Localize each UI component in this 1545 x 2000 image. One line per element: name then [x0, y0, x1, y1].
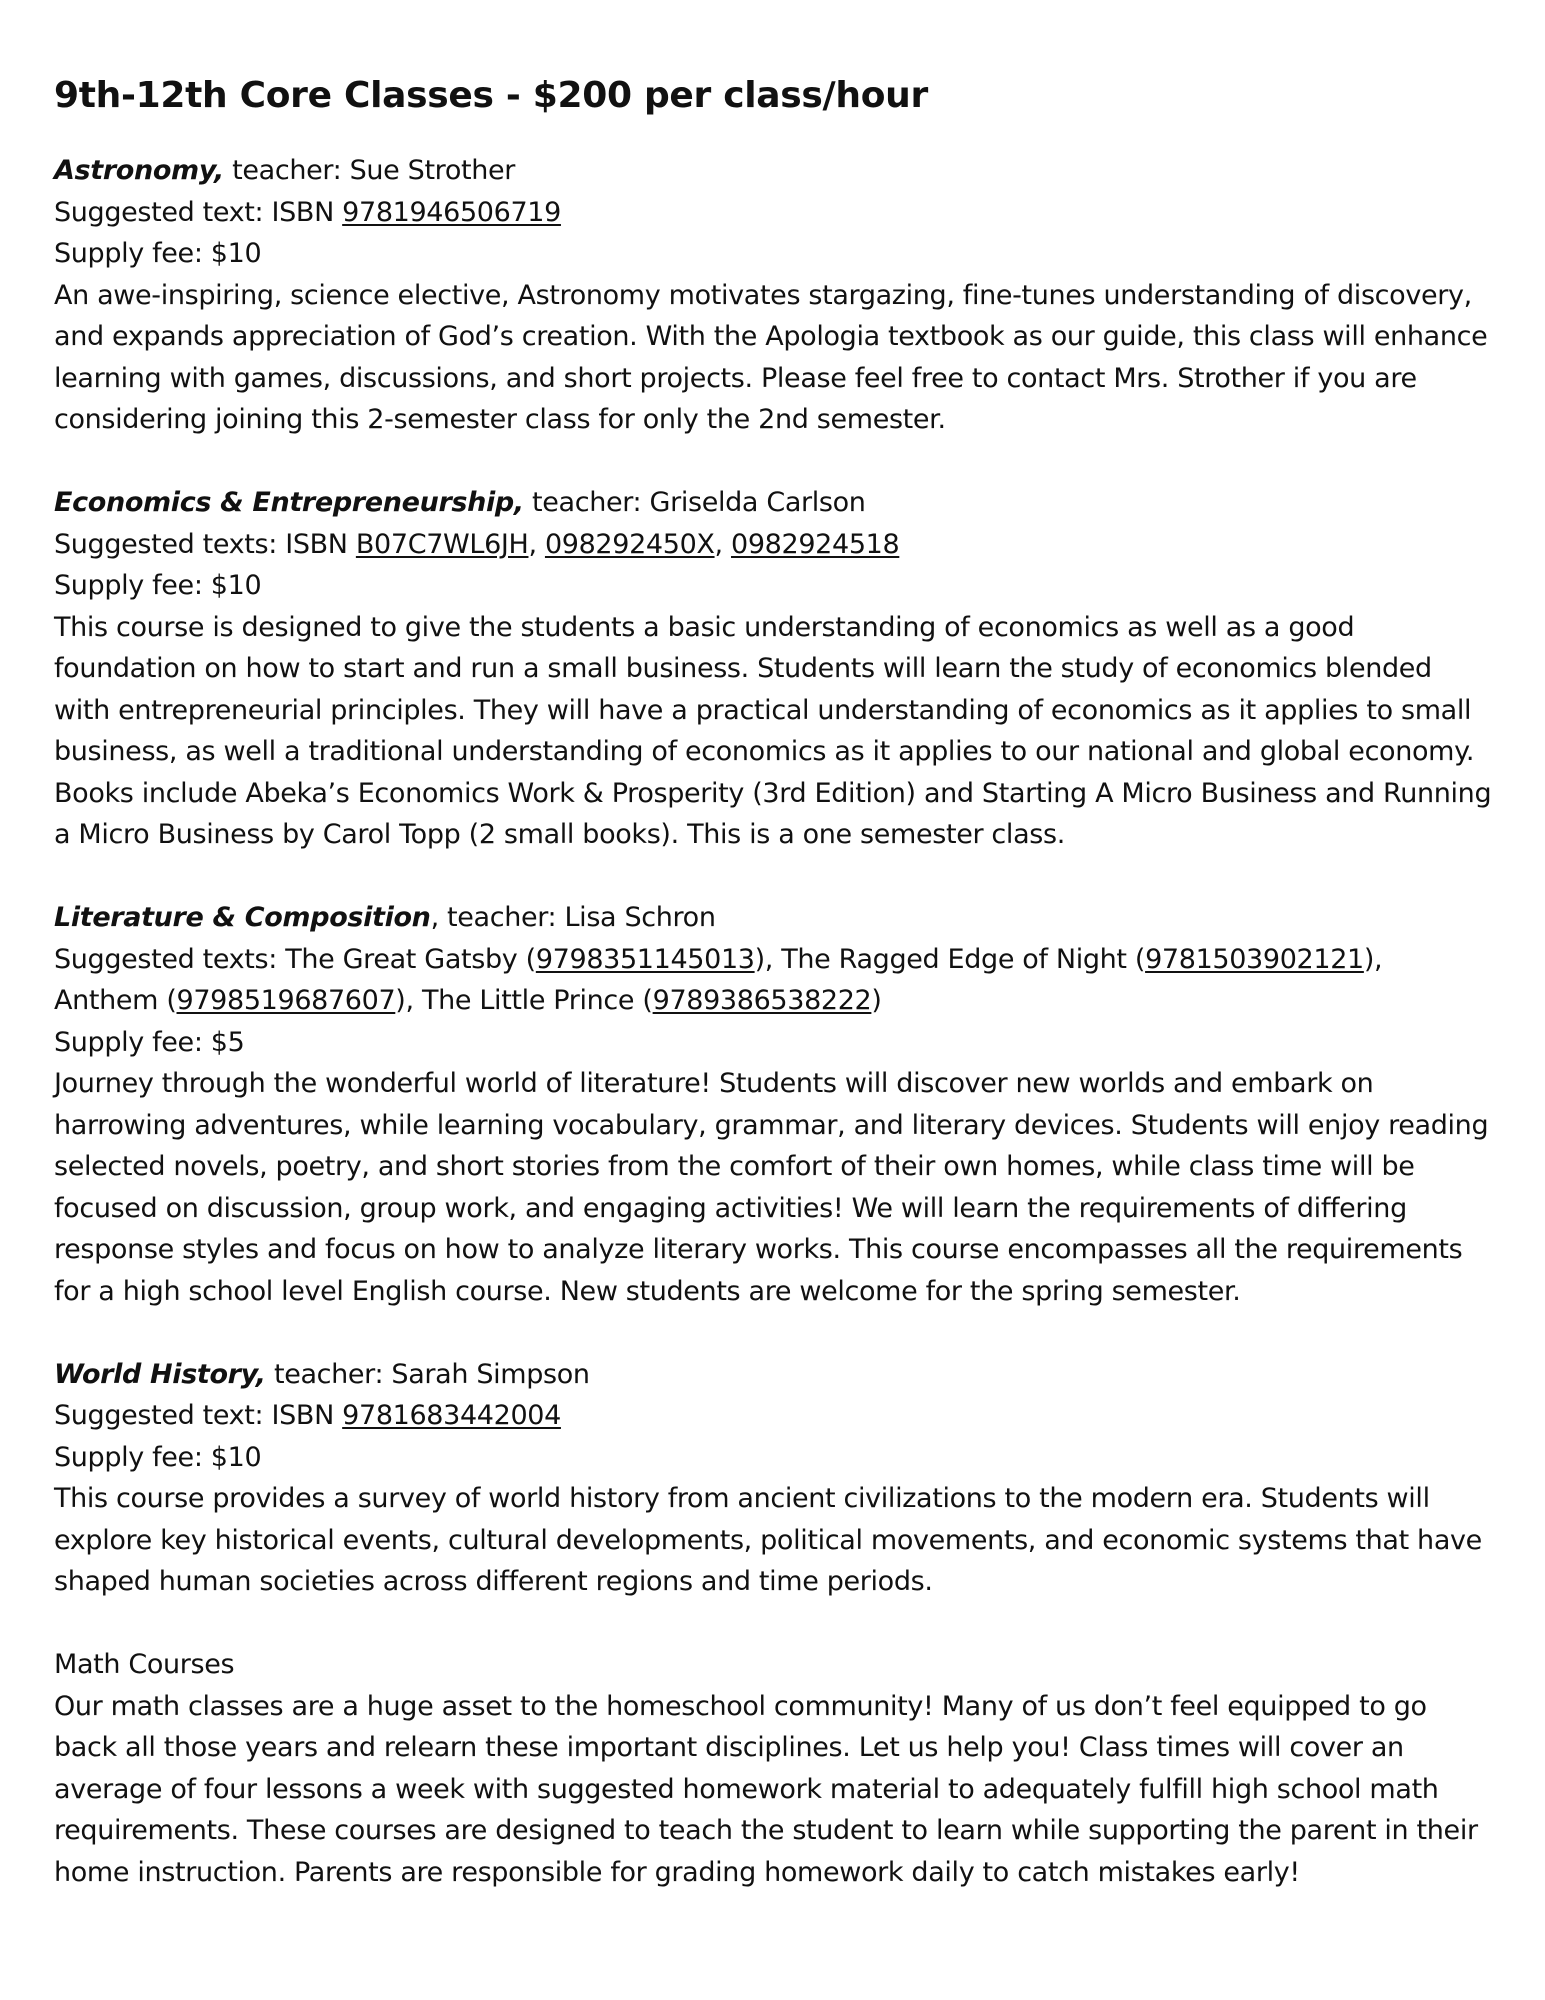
book-title: ), The Ragged Edge of Night (: [754, 943, 1146, 975]
course-name: Economics & Entrepreneurship,: [54, 487, 524, 518]
course-name: Literature & Composition: [54, 902, 431, 933]
isbn-link[interactable]: 9781503902121: [1145, 943, 1364, 975]
course-world-history: [54, 1354, 1494, 1603]
teacher-label: teacher: Sarah Simpson: [265, 1358, 590, 1390]
isbn-link[interactable]: 9798519687607: [176, 985, 396, 1016]
course-literature: [54, 897, 1494, 1312]
math-description: Our math classes are a huge asset to the homeschool community! Many of us don’t feel equipped to go back all those years and relearn these important disciplines. Let us help you! Class times will cover an average of four lessons a week with suggested homework material to adequately fulfill high school math requirements. These courses are designed to teach the student to learn while supporting the parent in their home instruction. Parents are responsible for grading homework daily to catch mistakes early!: [54, 1690, 1478, 1888]
isbn-link[interactable]: 9781946506719: [342, 196, 561, 228]
teacher-label: teacher: Griselda Carlson: [523, 487, 866, 518]
book-title: ), The Little Prince (: [395, 985, 653, 1016]
suggested-text-label: Suggested texts: The Great Gatsby (: [54, 943, 536, 975]
course-name: World History,: [54, 1358, 266, 1390]
teacher-label: , teacher: Lisa Schron: [430, 902, 716, 933]
course-description: Journey through the wonderful world of literature! Students will discover new worlds and embark on harrowing adventures, while learning vocabulary, grammar, and literary devices. Students will enjoy reading selected novels, poetry, and short stories from the comfort of their own homes, while class time will be focused on discussion, group work, and engaging activities! We will learn the requirements of differing response styles and focus on how to analyze literary works. This course encompasses all the requirements for a high school level English course. New students are welcome for the spring semester.: [54, 1068, 1489, 1307]
separator: ,: [714, 528, 732, 560]
supply-fee: Supply fee: $10: [54, 238, 262, 269]
document-page: [54, 70, 1494, 1935]
suggested-text-label: Suggested texts: ISBN: [54, 528, 356, 560]
math-heading: Math Courses: [54, 1649, 235, 1680]
teacher-label: teacher: Sue Strother: [223, 155, 516, 186]
supply-fee: Supply fee: $5: [54, 1026, 245, 1058]
suggested-texts: [54, 939, 1494, 1022]
course-description: This course provides a survey of world history from ancient civilizations to the modern era. Students will explore key historical events, cultural developments, political movements, and economic systems that have shaped human societies across different regions and time periods.: [54, 1483, 1482, 1597]
course-name: Astronomy,: [54, 155, 224, 186]
suggested-text-label: Suggested text: ISBN: [54, 1400, 343, 1431]
suggested-text-label: Suggested text: ISBN: [54, 196, 343, 228]
course-economics: [54, 482, 1494, 856]
course-header: [54, 482, 1494, 524]
isbn-link[interactable]: 9798351145013: [535, 943, 755, 975]
course-description: An awe-inspiring, science elective, Astronomy motivates stargazing, fine-tunes understanding of discovery, and expands appreciation of God’s creation. With the Apologia textbook as our guide, this class will enhance learning with games, discussions, and short projects. Please feel free to contact Mrs. Strother if you are considering joining this 2-semester class for only the 2nd semester.: [54, 279, 1488, 435]
course-astronomy: [54, 150, 1494, 441]
suggested-text: [54, 1395, 1494, 1437]
isbn-link[interactable]: B07C7WL6JH: [355, 528, 529, 560]
page-title: 9th-12th Core Classes - $200 per class/hour: [54, 75, 928, 116]
course-header: [54, 150, 1494, 192]
math-courses: [54, 1644, 1494, 1893]
suggested-text: [54, 192, 1494, 234]
supply-fee: Supply fee: $10: [54, 570, 262, 601]
course-header: [54, 897, 1494, 939]
separator: ,: [528, 528, 545, 560]
suggested-texts: [54, 524, 1494, 566]
course-header: [54, 1354, 1494, 1396]
isbn-link[interactable]: 9781683442004: [342, 1400, 561, 1431]
closing-paren: ): [871, 985, 882, 1016]
course-description: This course is designed to give the students a basic understanding of economics as well as a good foundation on how to start and run a small business. Students will learn the study of economics blended with entrepreneurial principles. They will have a practical understanding of economics as it applies to small business, as well a traditional understanding of economics as it applies to our national and global economy. Books include Abeka’s Economics Work & Prosperity (3rd Edition) and Starting A Micro Business and Running a Micro Business by Carol Topp (2 small books). This is a one semester class.: [54, 611, 1492, 850]
isbn-link[interactable]: 098292450X: [544, 528, 715, 560]
book-title: ), Anthem (: [54, 943, 1383, 1016]
isbn-link[interactable]: 0982924518: [731, 528, 900, 560]
supply-fee: Supply fee: $10: [54, 1441, 262, 1473]
isbn-link[interactable]: 9789386538222: [652, 985, 872, 1016]
